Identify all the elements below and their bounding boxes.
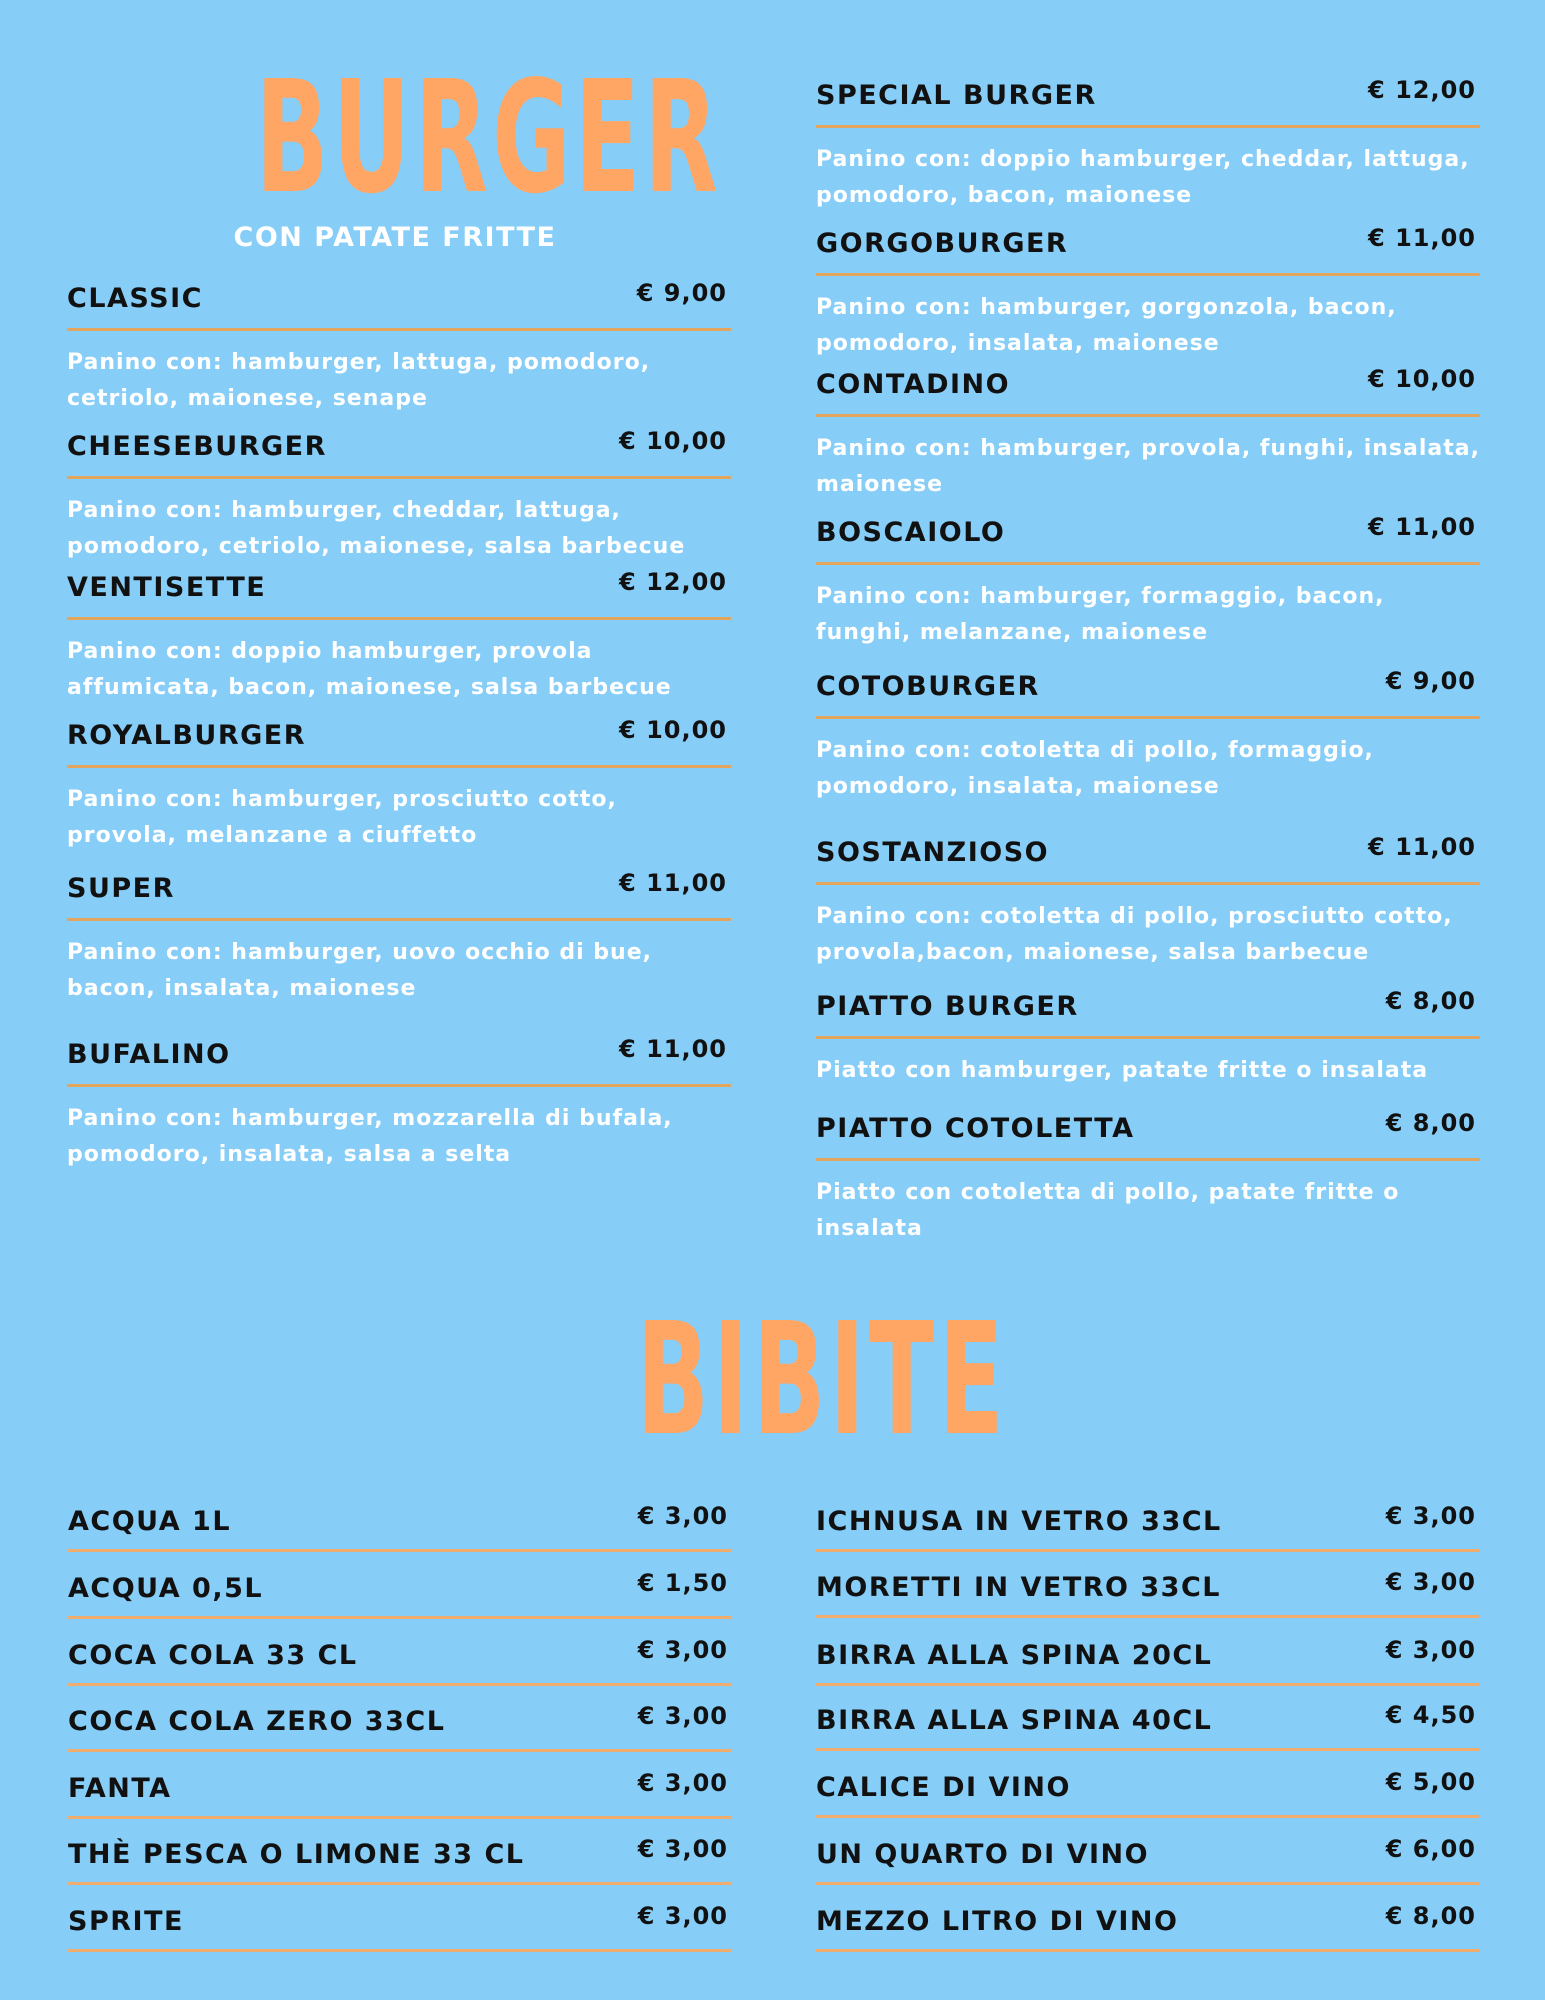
menu-item-description: Piatto con hamburger, patate fritte o insalata	[816, 1058, 1429, 1083]
menu-item-price: € 10,00	[619, 427, 727, 455]
drink-item-name: FANTA	[68, 1773, 172, 1804]
menu-item-description: Panino con: cotoletta di pollo, prosciutto cotto, provola,bacon, maionese, salsa barbecue	[816, 904, 1453, 965]
menu-item-name: SOSTANZIOSO	[816, 837, 1050, 868]
drink-item-name: CALICE DI VINO	[816, 1772, 1071, 1803]
menu-item-description: Panino con: hamburger, uovo occhio di bue, bacon, insalata, maionese	[67, 940, 652, 1001]
menu-item-name: CONTADINO	[816, 369, 1011, 400]
menu-item-name: SUPER	[67, 873, 175, 904]
menu-item-price: € 11,00	[619, 1035, 727, 1063]
divider	[67, 617, 731, 620]
divider	[67, 765, 731, 768]
menu-item-name: CHEESEBURGER	[67, 431, 327, 462]
menu-item-price: € 8,00	[1385, 1109, 1476, 1137]
divider	[67, 476, 731, 479]
divider	[68, 1882, 732, 1885]
divider	[816, 1882, 1480, 1885]
drink-item-name: ACQUA 0,5L	[68, 1573, 264, 1604]
menu-item-name: GORGOBURGER	[816, 228, 1069, 259]
divider	[816, 273, 1480, 276]
drink-item-name: COCA COLA ZERO 33CL	[68, 1706, 446, 1737]
menu-item-name: PIATTO BURGER	[816, 991, 1079, 1022]
menu-item-price: € 9,00	[636, 279, 727, 307]
drink-item-name: ACQUA 1L	[68, 1506, 232, 1537]
menu-item-description: Panino con: hamburger, gorgonzola, bacon, pomodoro, insalata, maionese	[816, 295, 1397, 356]
menu-item-price: € 12,00	[619, 568, 727, 596]
menu-item-price: € 10,00	[1368, 365, 1476, 393]
menu-item-price: € 11,00	[1368, 513, 1476, 541]
divider	[816, 562, 1480, 565]
drink-item-name: MEZZO LITRO DI VINO	[816, 1906, 1179, 1937]
menu-item-name: BOSCAIOLO	[816, 517, 1006, 548]
drink-item-name: UN QUARTO DI VINO	[816, 1839, 1150, 1870]
divider	[816, 716, 1480, 719]
drink-item-price: € 8,00	[1385, 1902, 1476, 1930]
drink-item-price: € 3,00	[1385, 1568, 1476, 1596]
menu-item-name: ROYALBURGER	[67, 720, 307, 751]
divider	[816, 1615, 1480, 1618]
menu-item-price: € 8,00	[1385, 987, 1476, 1015]
drink-item-price: € 3,00	[1385, 1502, 1476, 1530]
divider	[68, 1683, 732, 1686]
drink-item-name: BIRRA ALLA SPINA 20CL	[816, 1640, 1213, 1671]
burger-section-title: BURGER	[255, 47, 722, 228]
drinks-section-title: BIBITE	[636, 1289, 1008, 1470]
drink-item-name: SPRITE	[68, 1906, 184, 1937]
menu-item-price: € 10,00	[619, 716, 727, 744]
drink-item-price: € 3,00	[637, 1902, 728, 1930]
drink-item-name: THÈ PESCA O LIMONE 33 CL	[68, 1839, 525, 1870]
drink-item-price: € 3,00	[637, 1835, 728, 1863]
menu-item-name: PIATTO COTOLETTA	[816, 1113, 1135, 1144]
menu-item-name: VENTISETTE	[67, 572, 267, 603]
divider	[68, 1949, 732, 1952]
drink-item-name: MORETTI IN VETRO 33CL	[816, 1572, 1221, 1603]
drink-item-price: € 3,00	[637, 1502, 728, 1530]
divider	[816, 882, 1480, 885]
divider	[68, 1816, 732, 1819]
menu-item-name: BUFALINO	[67, 1039, 231, 1070]
divider	[816, 1815, 1480, 1818]
divider	[67, 918, 731, 921]
menu-item-description: Panino con: doppio hamburger, provola affumicata, bacon, maionese, salsa barbecue	[67, 639, 672, 700]
divider	[816, 1549, 1480, 1552]
drink-item-name: ICHNUSA IN VETRO 33CL	[816, 1506, 1222, 1537]
drink-item-price: € 5,00	[1385, 1768, 1476, 1796]
divider	[68, 1749, 732, 1752]
menu-item-description: Panino con: hamburger, lattuga, pomodoro, cetriolo, maionese, senape	[67, 350, 651, 411]
burger-section-subtitle: CON PATATE FRITTE	[233, 222, 557, 253]
menu-item-name: COTOBURGER	[816, 671, 1040, 702]
drink-item-price: € 3,00	[637, 1636, 728, 1664]
menu-item-description: Panino con: hamburger, mozzarella di bufala, pomodoro, insalata, salsa a selta	[67, 1106, 673, 1167]
menu-item-price: € 11,00	[1368, 833, 1476, 861]
menu-item-price: € 12,00	[1368, 76, 1476, 104]
divider	[68, 1616, 732, 1619]
drink-item-price: € 4,50	[1385, 1701, 1476, 1729]
divider	[67, 1084, 731, 1087]
divider	[816, 1036, 1480, 1039]
drink-item-price: € 3,00	[1385, 1636, 1476, 1664]
divider	[816, 1683, 1480, 1686]
menu-item-price: € 11,00	[1368, 224, 1476, 252]
drink-item-name: COCA COLA 33 CL	[68, 1640, 358, 1671]
divider	[67, 328, 731, 331]
divider	[816, 1748, 1480, 1751]
drink-item-name: BIRRA ALLA SPINA 40CL	[816, 1705, 1213, 1736]
drink-item-price: € 3,00	[637, 1769, 728, 1797]
menu-item-description: Panino con: hamburger, formaggio, bacon, funghi, melanzane, maionese	[816, 584, 1385, 645]
menu-item-description: Panino con: hamburger, prosciutto cotto, provola, melanzane a ciuffetto	[67, 787, 617, 848]
menu-item-description: Piatto con cotoletta di pollo, patate fritte o insalata	[816, 1180, 1400, 1241]
menu-item-name: SPECIAL BURGER	[816, 80, 1097, 111]
menu-item-price: € 11,00	[619, 869, 727, 897]
menu-item-description: Panino con: doppio hamburger, cheddar, lattuga, pomodoro, bacon, maionese	[816, 147, 1470, 208]
drink-item-price: € 3,00	[637, 1702, 728, 1730]
menu-item-description: Panino con: cotoletta di pollo, formaggio, pomodoro, insalata, maionese	[816, 738, 1374, 799]
drink-item-price: € 1,50	[637, 1569, 728, 1597]
divider	[816, 1949, 1480, 1952]
divider	[68, 1549, 732, 1552]
divider	[816, 1158, 1480, 1161]
menu-item-description: Panino con: hamburger, provola, funghi, insalata, maionese	[816, 436, 1480, 497]
menu-item-price: € 9,00	[1385, 667, 1476, 695]
drink-item-price: € 6,00	[1385, 1835, 1476, 1863]
divider	[816, 414, 1480, 417]
menu-item-description: Panino con: hamburger, cheddar, lattuga, pomodoro, cetriolo, maionese, salsa barbecue	[67, 498, 686, 559]
menu-item-name: CLASSIC	[67, 283, 203, 314]
divider	[816, 125, 1480, 128]
